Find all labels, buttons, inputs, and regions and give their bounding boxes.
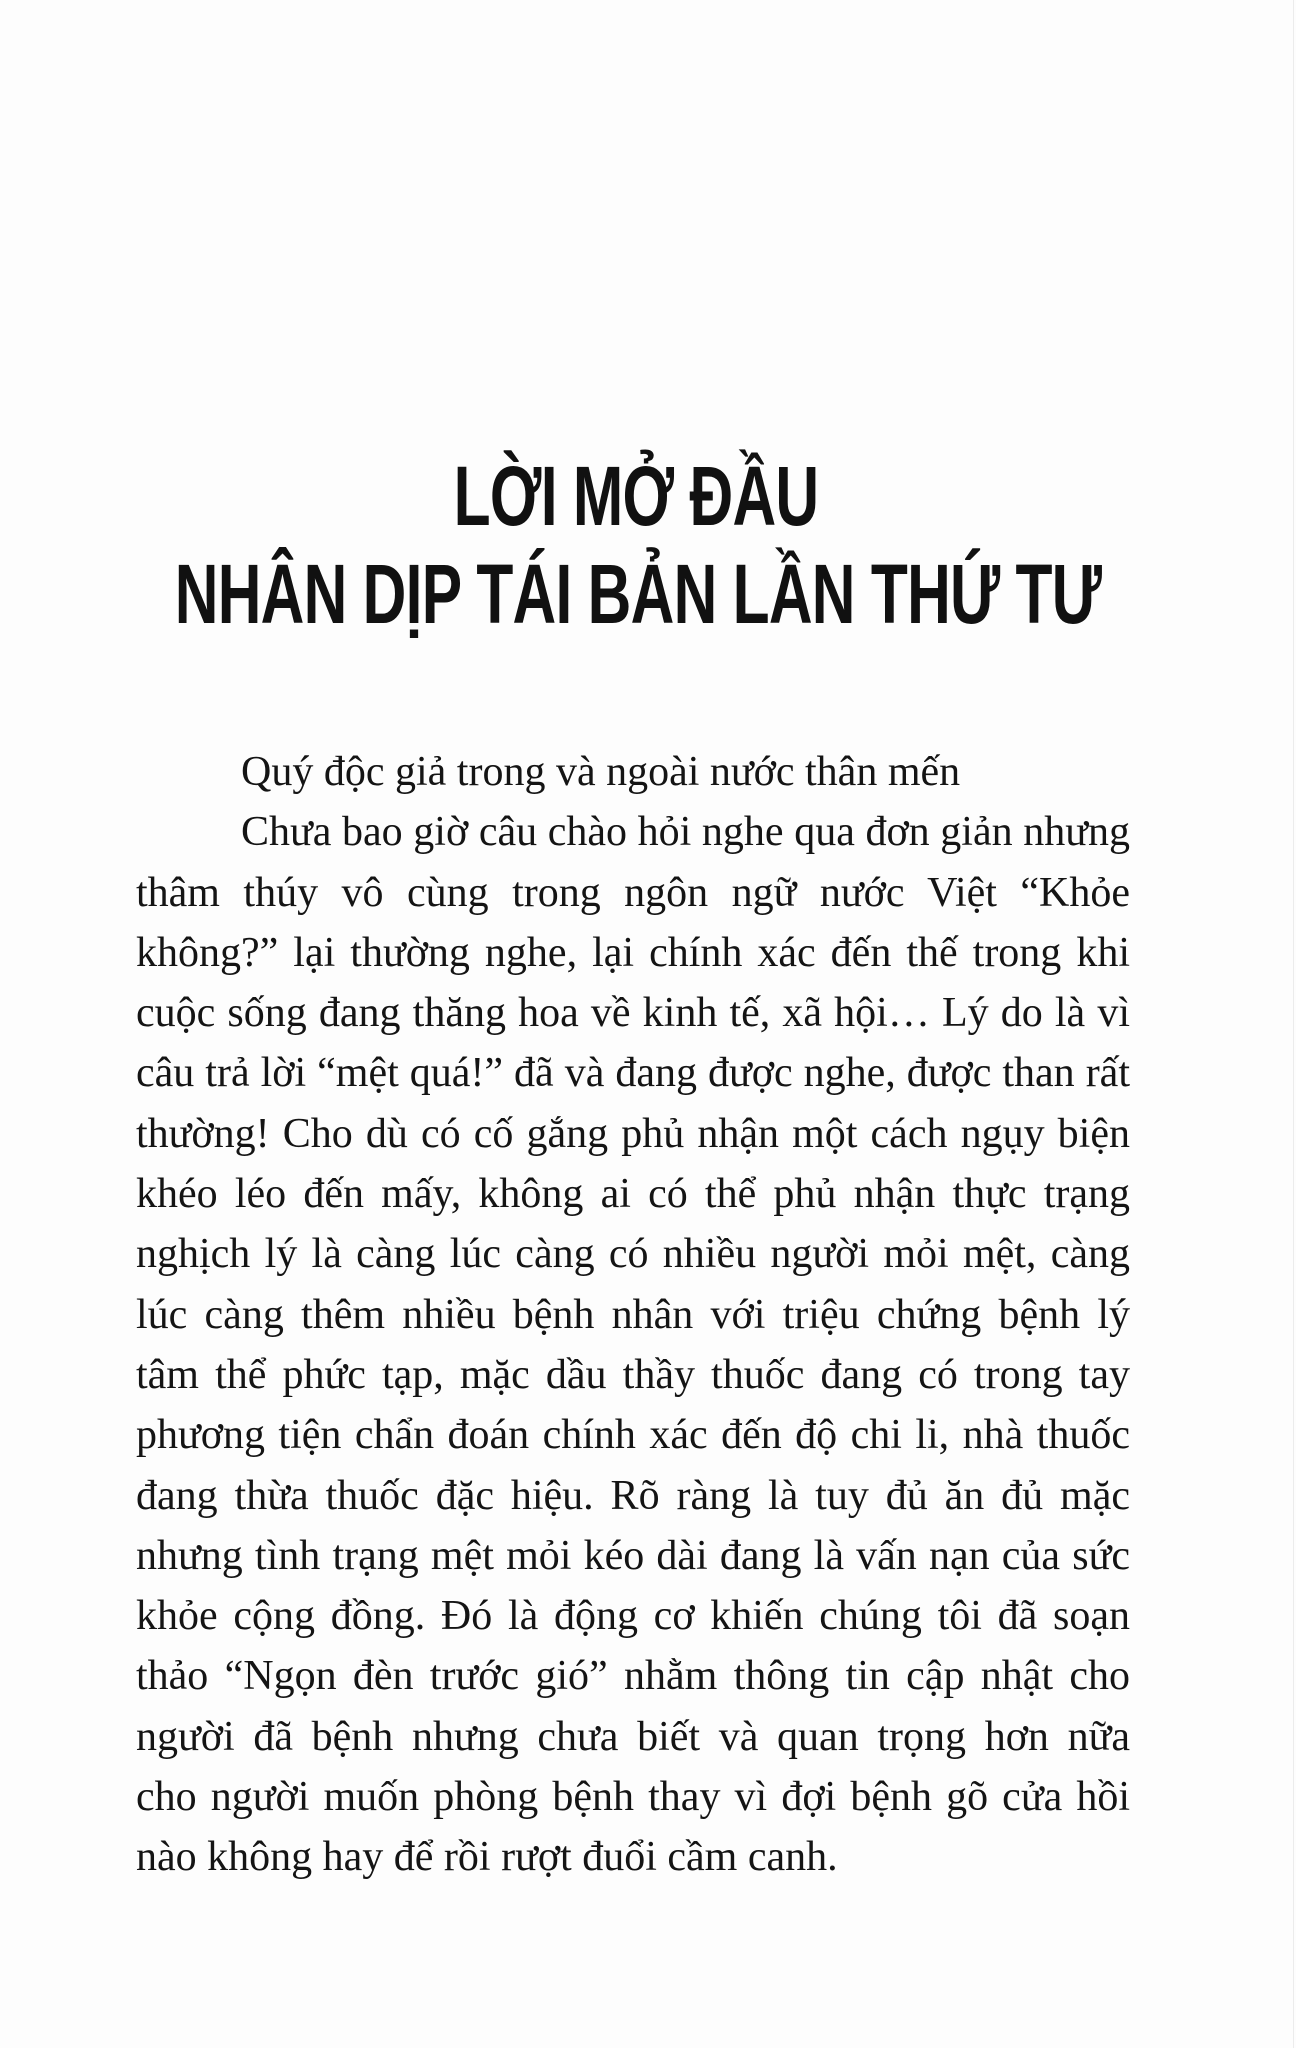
paragraph-line: câu trả lời “mệt quá!” đã và đang được nghe, được than rất	[136, 1050, 1130, 1097]
paragraph-line: cuộc sống đang thăng hoa về kinh tế, xã hội… Lý do là vì	[136, 990, 1130, 1037]
paragraph-line: nghịch lý là càng lúc càng có nhiều người mỏi mệt, càng	[136, 1231, 1130, 1278]
paragraph-line: khéo léo đến mấy, không ai có thể phủ nhận thực trạng	[136, 1171, 1130, 1218]
page-title-line-2: NHÂN DỊP TÁI BẢN LẦN THỨ TƯ	[174, 547, 1102, 642]
paragraph-line: người đã bệnh nhưng chưa biết và quan trọng hơn nữa	[136, 1713, 1130, 1760]
paragraph-line: thường! Cho dù có cố gắng phủ nhận một cách ngụy biện	[136, 1110, 1130, 1157]
salutation: Quý độc giả trong và ngoài nước thân mến	[241, 749, 961, 795]
paragraph-line: thảo “Ngọn đèn trước gió” nhằm thông tin cập nhật cho	[136, 1653, 1130, 1700]
page-edge	[1293, 0, 1294, 2048]
paragraph-line: cho người muốn phòng bệnh thay vì đợi bệnh gõ cửa hồi	[136, 1774, 1130, 1821]
paragraph-line: khỏe cộng đồng. Đó là động cơ khiến chúng tôi đã soạn	[136, 1593, 1130, 1640]
paragraph-line: không?” lại thường nghe, lại chính xác đến thế trong khi	[136, 929, 1130, 976]
paragraph-line: thâm thúy vô cùng trong ngôn ngữ nước Việt “Khỏe	[136, 869, 1130, 916]
page-title-line-1: LỜI MỞ ĐẦU	[453, 449, 819, 544]
paragraph-line: lúc càng thêm nhiều bệnh nhân với triệu chứng bệnh lý	[136, 1291, 1130, 1338]
paragraph-line: Chưa bao giờ câu chào hỏi nghe qua đơn giản nhưng	[241, 809, 1130, 856]
paragraph-line: tâm thể phức tạp, mặc dầu thầy thuốc đang có trong tay	[136, 1351, 1130, 1398]
paragraph-line: nhưng tình trạng mệt mỏi kéo dài đang là vấn nạn của sức	[136, 1532, 1130, 1579]
body-text	[136, 742, 1130, 1888]
paragraph-line: đang thừa thuốc đặc hiệu. Rõ ràng là tuy đủ ăn đủ mặc	[136, 1472, 1130, 1519]
paragraph-line: phương tiện chẩn đoán chính xác đến độ chi li, nhà thuốc	[136, 1412, 1130, 1459]
paragraph-line: nào không hay để rồi rượt đuổi cầm canh.	[136, 1834, 838, 1881]
